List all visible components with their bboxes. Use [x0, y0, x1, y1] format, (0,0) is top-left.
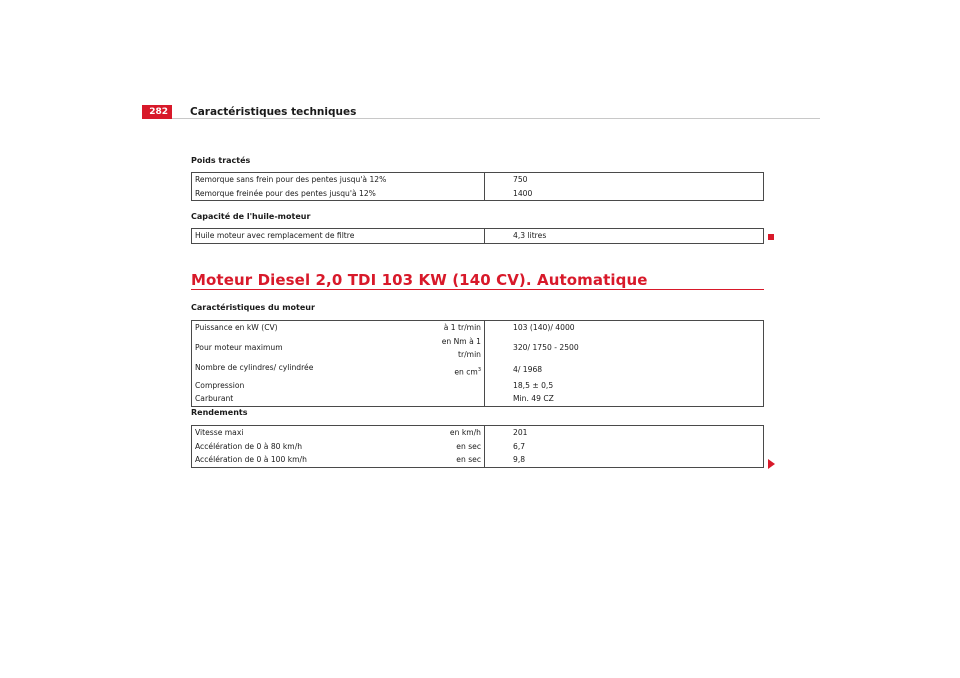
row-label: Accélération de 0 à 100 km/h: [192, 453, 419, 467]
row-label: Nombre de cylindres/ cylindrée: [192, 361, 419, 379]
row-value: 4/ 1968: [485, 361, 764, 379]
table-row: [192, 392, 764, 406]
row-label: Carburant: [192, 392, 419, 406]
table-row: [192, 321, 764, 335]
row-value: 201: [485, 426, 764, 440]
table-row: [192, 335, 764, 361]
table-row: [192, 187, 764, 201]
continue-arrow-icon: [768, 459, 775, 469]
title-underline: [191, 289, 764, 290]
engine-table: [191, 320, 764, 407]
row-unit: à 1 tr/min: [418, 321, 485, 335]
row-unit: en sec: [418, 440, 485, 454]
section-label-towing: Poids tractés: [191, 156, 251, 165]
oil-table: [191, 228, 764, 244]
table-row: [192, 379, 764, 393]
page-number: 282: [142, 105, 172, 119]
page-header-title: Caractéristiques techniques: [190, 106, 357, 118]
table-row: [192, 173, 764, 187]
row-label: Huile moteur avec remplacement de filtre: [192, 229, 479, 244]
engine-section-title: Moteur Diesel 2,0 TDI 103 KW (140 CV). Automatique: [191, 271, 648, 289]
row-unit: [418, 392, 485, 406]
row-label: Vitesse maxi: [192, 426, 419, 440]
row-unit: en Nm à 1 tr/min: [418, 335, 485, 361]
table-row: [192, 229, 764, 244]
row-label: Accélération de 0 à 80 km/h: [192, 440, 419, 454]
unit-superscript: 3: [477, 366, 481, 373]
row-value: 4,3 litres: [485, 229, 764, 244]
towing-table: [191, 172, 764, 201]
table-row: [192, 361, 764, 379]
row-value: 320/ 1750 - 2500: [485, 335, 764, 361]
table-row: [192, 440, 764, 454]
section-label-performance: Rendements: [191, 408, 248, 417]
row-unit: en sec: [418, 453, 485, 467]
row-label: Remorque sans frein pour des pentes jusqu'à 12%: [192, 173, 479, 187]
row-label: Compression: [192, 379, 419, 393]
row-value: 9,8: [485, 453, 764, 467]
performance-table: [191, 425, 764, 468]
row-value: 750: [485, 173, 764, 187]
section-label-oil: Capacité de l'huile-moteur: [191, 212, 311, 221]
table-row: [192, 426, 764, 440]
row-value: 1400: [485, 187, 764, 201]
row-value: 18,5 ± 0,5: [485, 379, 764, 393]
row-unit: [418, 379, 485, 393]
row-unit: en km/h: [418, 426, 485, 440]
table-row: [192, 453, 764, 467]
row-label: Remorque freinée pour des pentes jusqu'à 12%: [192, 187, 479, 201]
section-label-engine: Caractéristiques du moteur: [191, 303, 315, 312]
row-unit: [418, 361, 485, 379]
unit-text: en cm: [454, 367, 478, 377]
section-end-marker: [768, 234, 774, 240]
row-label: Pour moteur maximum: [192, 335, 419, 361]
row-value: Min. 49 CZ: [485, 392, 764, 406]
row-value: 103 (140)/ 4000: [485, 321, 764, 335]
row-label: Puissance en kW (CV): [192, 321, 419, 335]
row-value: 6,7: [485, 440, 764, 454]
header-divider: [172, 118, 820, 119]
